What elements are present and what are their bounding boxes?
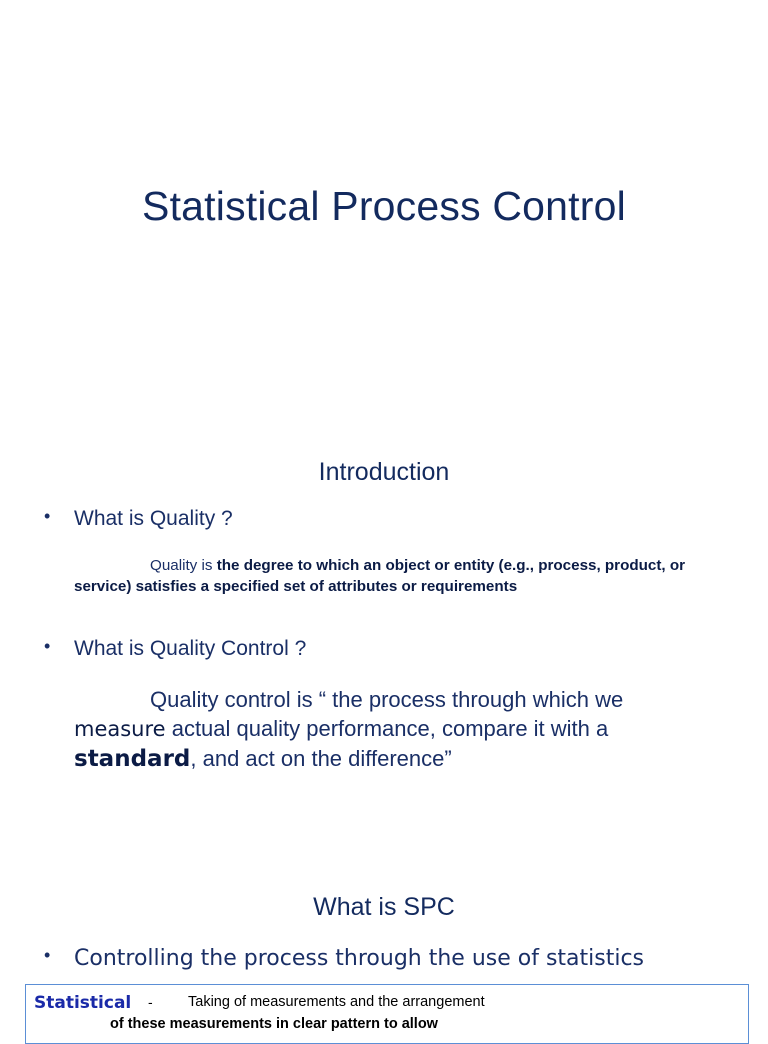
slide-title: Statistical Process Control bbox=[142, 183, 626, 229]
box-dash: - bbox=[148, 994, 153, 1010]
box-text-continued: of these measurements in clear pattern to allow bbox=[110, 1016, 438, 1032]
spc-heading: What is SPC bbox=[313, 893, 455, 921]
quality-definition-lead: Quality is bbox=[150, 557, 213, 574]
keyword-measure: measure bbox=[74, 717, 166, 741]
statistical-definition-box bbox=[25, 984, 749, 1044]
keyword-standard: standard bbox=[74, 746, 191, 772]
quality-control-definition bbox=[74, 685, 724, 774]
box-text: Taking of measurements and the arrangement bbox=[188, 994, 485, 1010]
bullet-icon: • bbox=[44, 636, 51, 656]
quality-definition bbox=[74, 555, 714, 597]
bullet-text: Controlling the process through the use of statistics bbox=[74, 946, 645, 971]
bullet-spc bbox=[44, 946, 644, 971]
quality-definition-body: the degree to which an object or entity (e.g., process, product, or service) satisfies a specified set of attributes or requirements bbox=[74, 557, 686, 595]
bullet-text: What is Quality ? bbox=[74, 507, 233, 530]
intro-heading: Introduction bbox=[318, 458, 450, 486]
qc-def-part2: actual quality performance, compare it with a bbox=[165, 716, 609, 741]
bullet-what-is-quality bbox=[44, 507, 233, 531]
qc-def-part1: Quality control is “ the process through which we bbox=[150, 687, 624, 712]
box-term: Statistical bbox=[34, 993, 132, 1013]
bullet-what-is-quality-control bbox=[44, 637, 306, 661]
qc-def-part3: , and act on the difference” bbox=[190, 746, 452, 771]
bullet-text: What is Quality Control ? bbox=[74, 637, 307, 660]
bullet-icon: • bbox=[44, 506, 51, 526]
bullet-icon: • bbox=[44, 945, 51, 965]
